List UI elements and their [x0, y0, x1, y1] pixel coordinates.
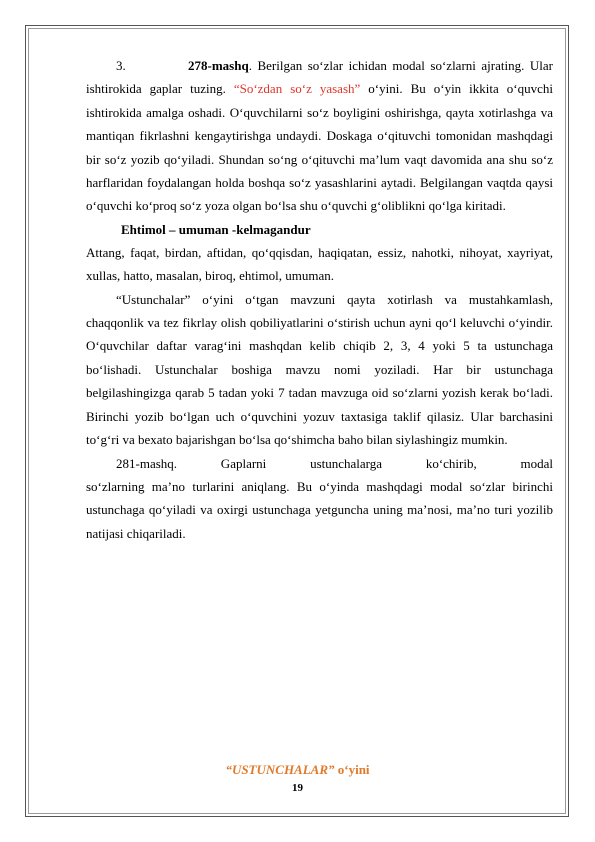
paragraph-task-278 — [86, 54, 553, 218]
item-number: 3. — [116, 58, 126, 73]
footer-caption — [0, 762, 595, 778]
task-instruction: . Berilgan so‘zlar ichidan modal so‘zlarni ajrating. Ular ishtirokida gaplar tuzing. — [86, 58, 553, 97]
game-description: o‘yini. Bu o‘yin ikkita o‘quvchi ishtirokida amalga oshadi. O‘quvchilarni so‘z boyligini oshirishga, qayta xotirlashga va mantiqan fikrlashni kengaytirishga undaydi. Doskaga o‘qituvchi tomonidan mashqdagi bir so‘z yozib qo‘yiladi. Shundan so‘ng o‘qituvchi ma’lum vaqt davomida ana shu so‘z harflaridan foydalangan holda boshqa so‘z yasashlarini aytadi. Belgilangan vaqtda qaysi o‘quvchi ko‘proq so‘z yoza olgan bo‘lsa shu o‘quvchi g‘oliblikni qo‘lga kiritadi. — [86, 81, 553, 214]
task-label: 278-mashq — [188, 58, 249, 73]
page-content — [86, 54, 553, 545]
footer-title-italic: “USTUNCHALAR” — [225, 762, 335, 777]
section-heading: Ehtimol – umuman -kelmagandur — [121, 221, 311, 237]
task-281-first-line: 281-mashq. Gaplarni ustunchalarga ko‘chirib, modal — [116, 455, 553, 471]
ustunchalar-paragraph: “Ustunchalar” o‘yini o‘tgan mavzuni qayta xotirlash va mustahkamlash, chaqqonlik va tez fikrlay olish qobiliyatlarini o‘stirish uchun ayni qo‘l keluvchi o‘yindir. O‘quvchilar daftar varag‘ini mashqdan kelib chiqib 2, 3, 4 yoki 5 ta ustunchaga bo‘lishadi. Ustunchalar boshiga mavzu nomi yoziladi. Har bir ustunchaga belgilashingizga qarab 5 tadan yoki 7 tadan mavzuga oid so‘zlarni yozish kerak bo‘ladi. Birinchi yozib bo‘lgan uch o‘quvchini yozuv taxtasiga taklif qilasiz. Ular barchasini to‘g‘ri va bexato bajarishgan bo‘lsa qo‘shimcha baho bilan siylashingiz mumkin. — [86, 291, 553, 448]
word-list-paragraph: Attang, faqat, birdan, aftidan, qo‘qqisdan, haqiqatan, essiz, nahotki, nihoyat, xayriyat, xullas, hatto, masalan, biroq, ehtimol, umuman. — [86, 244, 553, 284]
page-number: 19 — [292, 782, 303, 794]
footer-title-rest: o‘yini — [334, 762, 370, 777]
game-title-highlight: “So‘zdan so‘z yasash” — [225, 81, 361, 97]
task-281-rest: so‘zlarning ma’no turlarini aniqlang. Bu o‘yinda mashqdagi modal so‘zlar birinchi ustunchaga qo‘yiladi va oxirgi ustunchaga yetguncha uning ma’nosi, ma’no turi yozilib natijasi chiqariladi. — [86, 478, 553, 541]
